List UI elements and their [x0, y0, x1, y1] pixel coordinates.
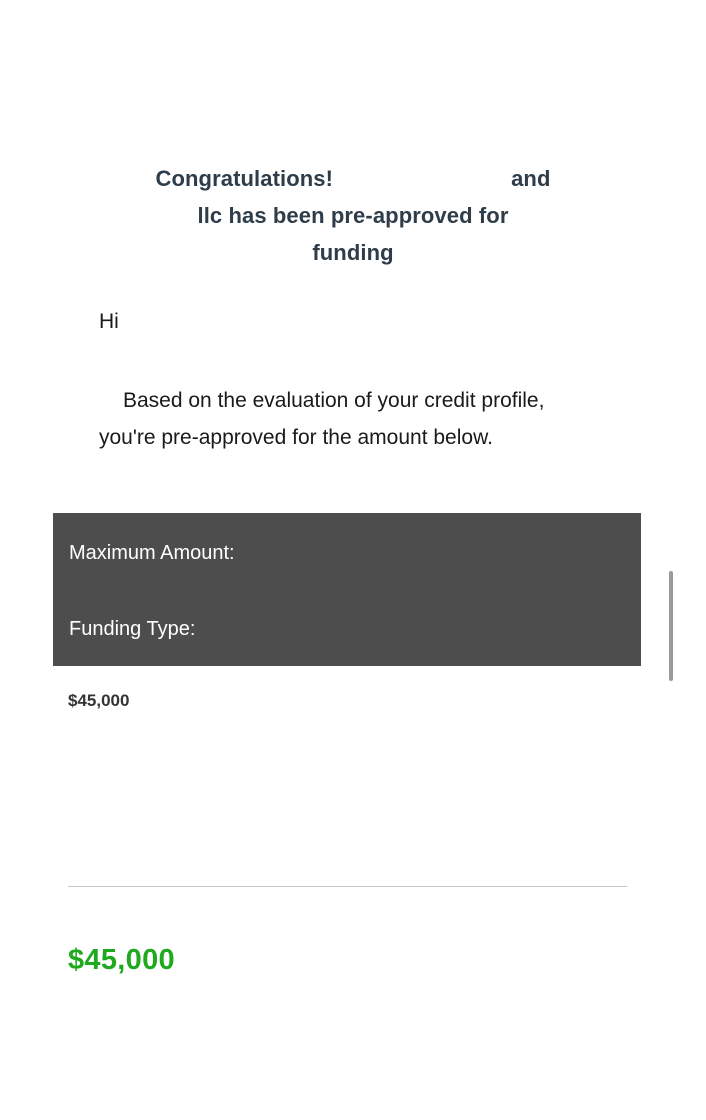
summary-panel [53, 513, 641, 666]
body-paragraph-text: Based on the evaluation of your credit profile, you're pre-approved for the amount below. [99, 389, 545, 449]
headline-and-text: and [511, 166, 551, 191]
scrollbar-thumb[interactable] [669, 571, 673, 681]
scrollbar[interactable] [692, 0, 706, 1120]
body-paragraph [99, 382, 599, 456]
congratulations-text: Congratulations! [155, 166, 334, 191]
headline-line-3: funding [312, 240, 394, 265]
page-title [53, 160, 653, 271]
highlight-amount-value: $45,000 [68, 944, 175, 976]
small-amount-value: $45,000 [68, 691, 130, 710]
section-divider [68, 886, 627, 887]
headline-line-2: llc has been pre-approved for [197, 203, 509, 228]
greeting-text: Hi [99, 310, 119, 333]
funding-type-label: Funding Type: [69, 618, 196, 640]
max-amount-label: Maximum Amount: [69, 542, 235, 564]
headline-line-1 [53, 160, 653, 197]
